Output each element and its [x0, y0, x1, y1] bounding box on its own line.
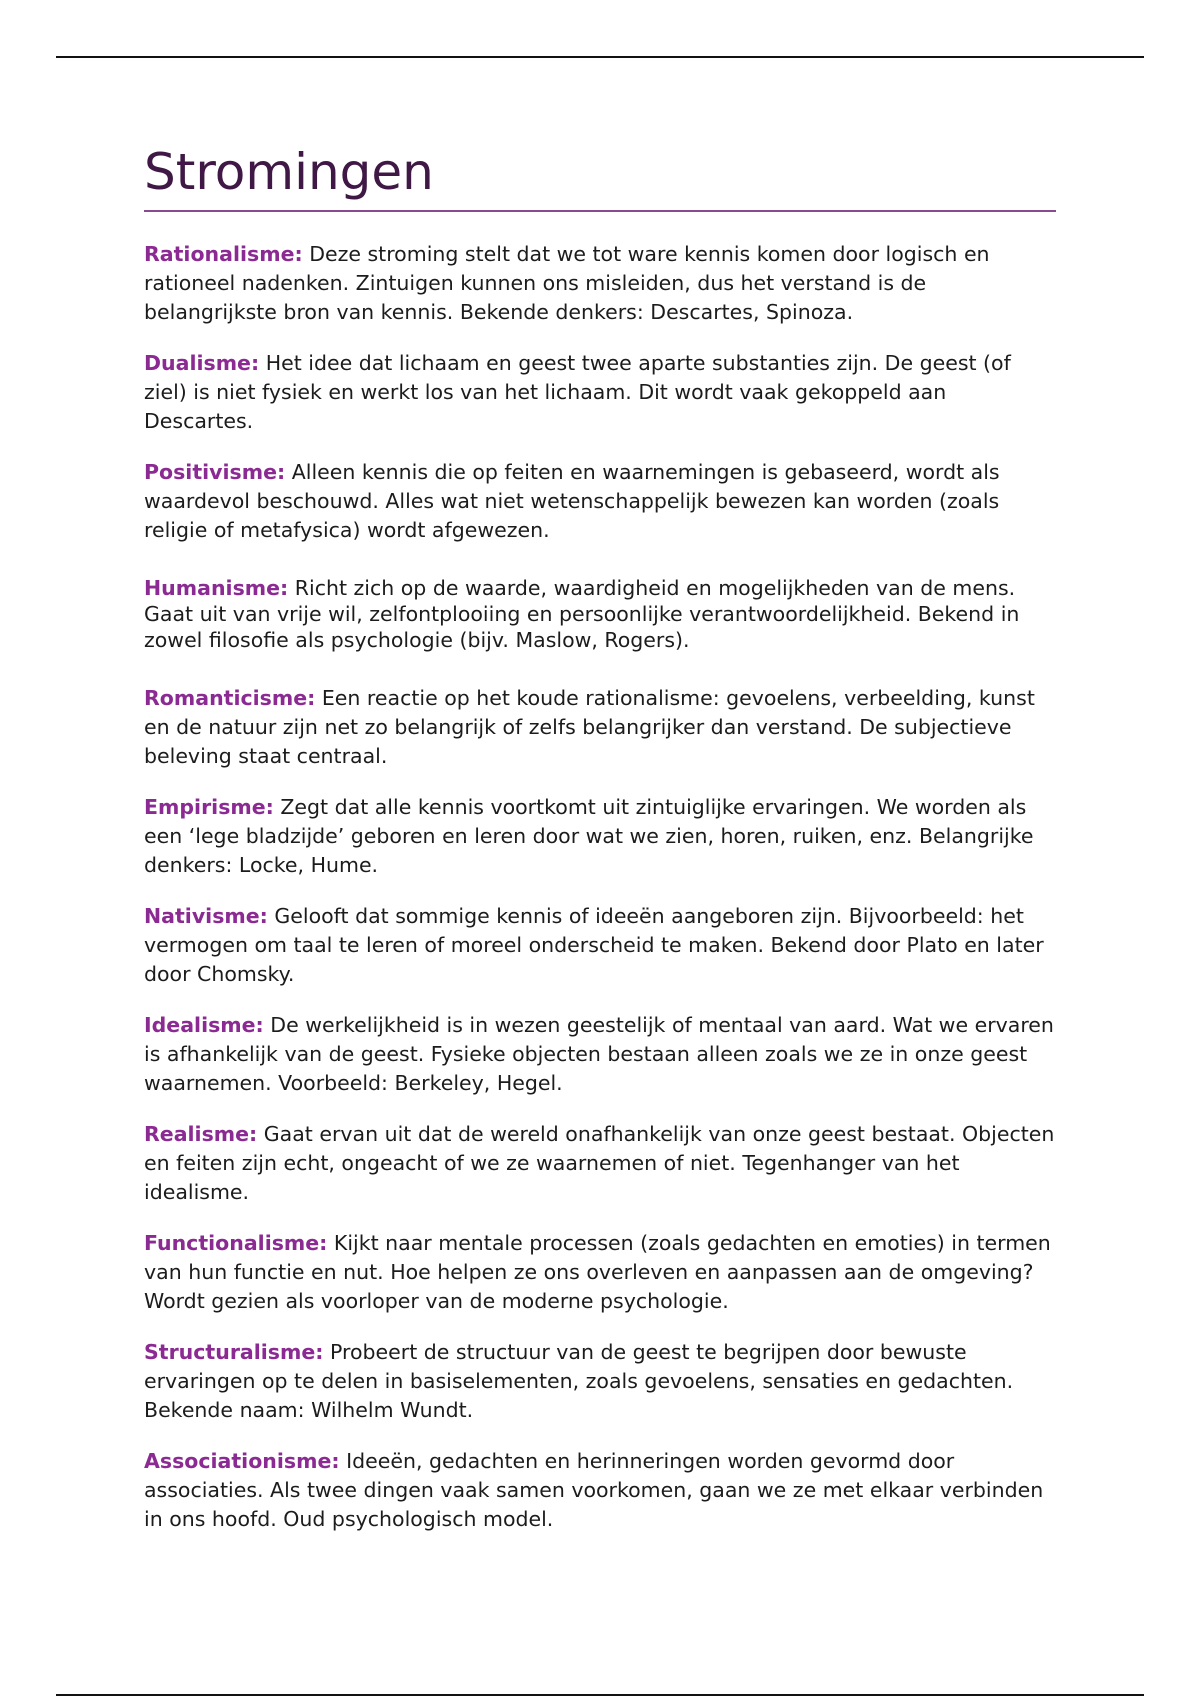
bottom-rule: [56, 1694, 1144, 1696]
entry-term: Realisme:: [144, 1122, 258, 1146]
entry-romanticisme: [144, 684, 1056, 771]
entry-term: Associationisme:: [144, 1449, 340, 1473]
entry-nativisme: [144, 902, 1056, 989]
entry-text: Alleen kennis die op feiten en waarnemingen is gebaseerd, wordt als waardevol beschouwd. Alles wat niet wetenschappelijk bewezen kan worden (zoals religie of metafysica) wordt afgewezen.: [144, 460, 1000, 542]
entry-term: Nativisme:: [144, 904, 268, 928]
entry-term: Structuralisme:: [144, 1340, 324, 1364]
entry-dualisme: [144, 349, 1056, 436]
entry-term: Positivisme:: [144, 460, 286, 484]
entry-structuralisme: [144, 1338, 1056, 1425]
entry-empirisme: [144, 793, 1056, 880]
entry-term: Humanisme:: [144, 576, 289, 600]
entry-term: Dualisme:: [144, 351, 260, 375]
entry-text: Een reactie op het koude rationalisme: gevoelens, verbeelding, kunst en de natuur zijn net zo belangrijk of zelfs belangrijker dan verstand. De subjectieve beleving staat centraal.: [144, 686, 1035, 768]
entry-idealisme: [144, 1011, 1056, 1098]
entry-text: Probeert de structuur van de geest te begrijpen door bewuste ervaringen op te delen in basiselementen, zoals gevoelens, sensaties en gedachten. Bekende naam: Wilhelm Wundt.: [144, 1340, 1014, 1422]
entry-text: Ideeën, gedachten en herinneringen worden gevormd door associaties. Als twee dingen vaak samen voorkomen, gaan we ze met elkaar verbinden in ons hoofd. Oud psychologisch model.: [144, 1449, 1044, 1531]
page-title: Stromingen: [144, 140, 1056, 212]
entry-realisme: [144, 1120, 1056, 1207]
entry-text: Gelooft dat sommige kennis of ideeën aangeboren zijn. Bijvoorbeeld: het vermogen om taal te leren of moreel onderscheid te maken. Bekend door Plato en later door Chomsky.: [144, 904, 1044, 986]
page-content: [144, 140, 1056, 1534]
entry-list: [144, 240, 1056, 1534]
entry-text: Zegt dat alle kennis voortkomt uit zintuiglijke ervaringen. We worden als een ‘lege bladzijde’ geboren en leren door wat we zien, horen, ruiken, enz. Belangrijke denkers: Locke, Hume.: [144, 795, 1034, 877]
entry-humanisme: [144, 575, 1056, 662]
entry-text: Kijkt naar mentale processen (zoals gedachten en emoties) in termen van hun functie en nut. Hoe helpen ze ons overleven en aanpassen aan de omgeving? Wordt gezien als voorloper van de moderne psychologie.: [144, 1231, 1051, 1313]
entry-text: Richt zich op de waarde, waardigheid en mogelijkheden van de mens. Gaat uit van vrije wil, zelfontplooiing en persoonlijke verantwoordelijkheid. Bekend in zowel filosofie als psychologie (bijv. Maslow, Rogers).: [144, 576, 1020, 652]
entry-associationisme: [144, 1447, 1056, 1534]
entry-term: Functionalisme:: [144, 1231, 328, 1255]
entry-text: De werkelijkheid is in wezen geestelijk of mentaal van aard. Wat we ervaren is afhankelijk van de geest. Fysieke objecten bestaan alleen zoals we ze in onze geest waarnemen. Voorbeeld: Berkeley, Hegel.: [144, 1013, 1054, 1095]
entry-term: Rationalisme:: [144, 242, 303, 266]
entry-term: Romanticisme:: [144, 686, 316, 710]
entry-term: Idealisme:: [144, 1013, 264, 1037]
entry-positivisme: [144, 458, 1056, 545]
top-rule: [56, 56, 1144, 58]
entry-text: Deze stroming stelt dat we tot ware kennis komen door logisch en rationeel nadenken. Zintuigen kunnen ons misleiden, dus het verstand is de belangrijkste bron van kennis. Bekende denkers: Descartes, Spinoza.: [144, 242, 990, 324]
entry-text: Het idee dat lichaam en geest twee aparte substanties zijn. De geest (of ziel) is niet fysiek en werkt los van het lichaam. Dit wordt vaak gekoppeld aan Descartes.: [144, 351, 1011, 433]
entry-text: Gaat ervan uit dat de wereld onafhankelijk van onze geest bestaat. Objecten en feiten zijn echt, ongeacht of we ze waarnemen of niet. Tegenhanger van het idealisme.: [144, 1122, 1055, 1204]
entry-rationalisme: [144, 240, 1056, 327]
entry-term: Empirisme:: [144, 795, 274, 819]
entry-functionalisme: [144, 1229, 1056, 1316]
